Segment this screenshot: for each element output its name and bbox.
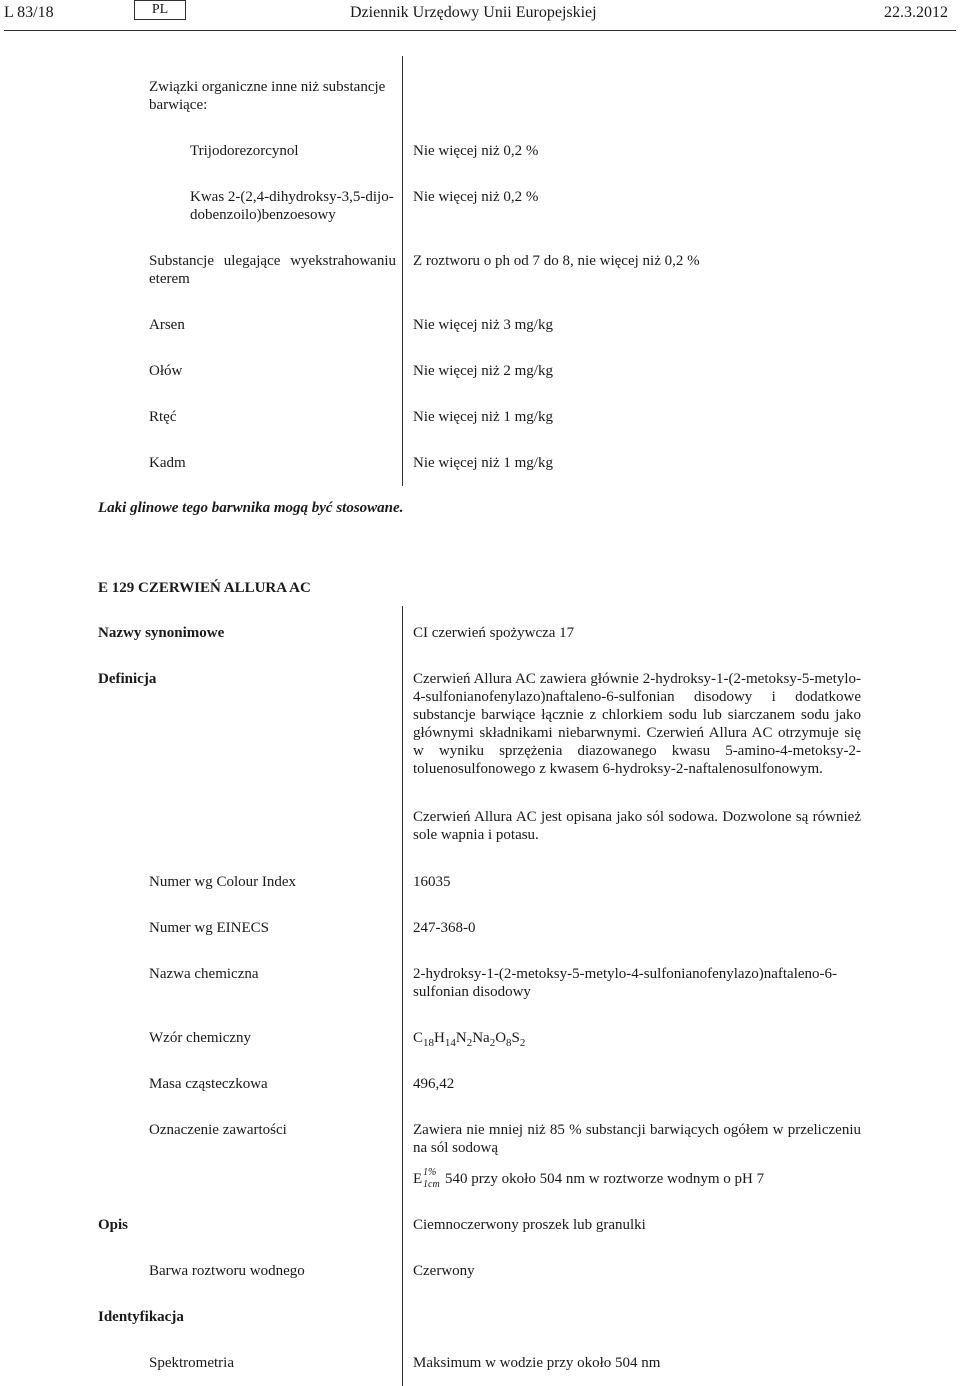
synonyms-label: Nazwy synonimowe (98, 625, 225, 641)
row-value: Nie więcej niż 1 mg/kg (413, 455, 553, 471)
description-value: Ciemnoczerwony proszek lub granulki (413, 1217, 646, 1233)
formula-label: Wzór chemiczny (149, 1030, 252, 1046)
solution-colour-label: Barwa roztworu wodnego (149, 1263, 305, 1279)
section-title: E 129 CZERWIEŃ ALLURA AC (98, 580, 311, 596)
row-label: Arsen (149, 317, 185, 333)
solution-colour-value: Czerwony (413, 1263, 475, 1279)
einecs-label: Numer wg EINECS (149, 920, 269, 936)
row-label: Trijodorezorcynol (190, 143, 299, 159)
formula-subscript: 2 (519, 1037, 526, 1049)
extinction-symbol (413, 1167, 445, 1190)
language-box: PL (134, 0, 186, 20)
row-value: Nie więcej niż 2 mg/kg (413, 363, 553, 379)
extinction-line (413, 1167, 765, 1190)
organic-compounds-heading: Związki organiczne inne niż substancje barwiące: (149, 79, 386, 113)
molecular-mass-label: Masa cząsteczkowa (149, 1076, 268, 1092)
publication-date: 22.3.2012 (884, 4, 948, 21)
molecular-mass-value: 496,42 (413, 1076, 455, 1092)
row-label: Kadm (149, 455, 186, 471)
formula-subscript: 18 (423, 1037, 435, 1049)
description-label: Opis (98, 1217, 129, 1233)
formula-part: O (495, 1030, 507, 1046)
row-label: Rtęć (149, 409, 177, 425)
row-value: Nie więcej niż 1 mg/kg (413, 409, 553, 425)
page-header (0, 0, 960, 30)
formula-subscript: 8 (506, 1037, 512, 1049)
extinction-superscript: 1% (423, 1167, 437, 1178)
synonyms-value: CI czerwień spożywcza 17 (413, 625, 575, 641)
definition-paragraph-1: Czerwień Allura AC zawiera głównie 2-hydroksy-1-(2-metoksy-5-metylo-4-sulfonianofenylazo)naftaleno-6-sulfonian disodowy i dodatkowe substancje barwiące łącznie z chlorkiem sodu lub siarczanem sodu jako głównymi składnikami niebarwnymi. Czerwień Allura AC otrzymuje się w wyniku sprzężenia diazowanego kwasu 5-amino-4-metoksy-2-toluenosulfonowego z kwasem 6-hydroksy-2-naftalenosulfonowym. (413, 671, 861, 777)
colour-index-label: Numer wg Colour Index (149, 874, 297, 890)
header-divider (4, 30, 956, 31)
identification-label: Identyfikacja (98, 1309, 184, 1325)
page-reference: L 83/18 (4, 4, 54, 21)
formula-part: Na (472, 1030, 490, 1046)
formula-part: C (413, 1030, 424, 1046)
formula-subscript: 2 (466, 1037, 473, 1049)
extinction-subscript: 1cm (423, 1179, 440, 1190)
colour-index-value: 16035 (413, 874, 451, 890)
row-value: Nie więcej niż 0,2 % (413, 189, 539, 205)
spectrometry-label: Spektrometria (149, 1355, 234, 1371)
column-divider-top (402, 56, 403, 486)
chemical-name-label: Nazwa chemiczna (149, 966, 259, 982)
journal-title: Dziennik Urzędowy Unii Europejskiej (350, 4, 597, 21)
row-value: Z roztworu o ph od 7 do 8, nie więcej niż 0,2 % (413, 253, 700, 269)
assay-value: Zawiera nie mniej niż 85 % substancji barwiących ogółem w przeliczeniu na sól sodową (413, 1122, 861, 1156)
row-label: Ołów (149, 363, 183, 379)
row-value: Nie więcej niż 0,2 % (413, 143, 539, 159)
formula-subscript: 2 (489, 1037, 496, 1049)
aluminium-lakes-note: Laki glinowe tego barwnika mogą być stosowane. (98, 500, 404, 516)
definition-label: Definicja (98, 671, 157, 687)
row-label: Kwas 2-(2,4-dihydroksy-3,5-dijo-dobenzoilo)benzoesowy (190, 189, 394, 223)
formula-part: N (455, 1030, 467, 1046)
column-divider-main (402, 606, 403, 1386)
row-label: Substancje ulegające wyekstrahowaniu eterem (149, 253, 396, 287)
extinction-e: E (413, 1171, 423, 1187)
assay-label: Oznaczenie zawartości (149, 1122, 287, 1138)
einecs-value: 247-368-0 (413, 920, 476, 936)
extinction-text: 540 przy około 504 nm w roztworze wodnym o pH 7 (445, 1171, 765, 1187)
definition-paragraph-2: Czerwień Allura AC jest opisana jako sól sodowa. Dozwolone są również sole wapnia i potasu. (413, 809, 861, 843)
formula-part: H (434, 1030, 445, 1046)
formula-subscript: 14 (444, 1037, 456, 1049)
formula-part: S (511, 1030, 520, 1046)
row-value: Nie więcej niż 3 mg/kg (413, 317, 553, 333)
chemical-name-value: 2-hydroksy-1-(2-metoksy-5-metylo-4-sulfonianofenylazo)naftaleno-6-sulfonian disodowy (413, 966, 838, 1000)
spectrometry-value: Maksimum w wodzie przy około 504 nm (413, 1355, 661, 1371)
chemical-formula (413, 1029, 525, 1047)
